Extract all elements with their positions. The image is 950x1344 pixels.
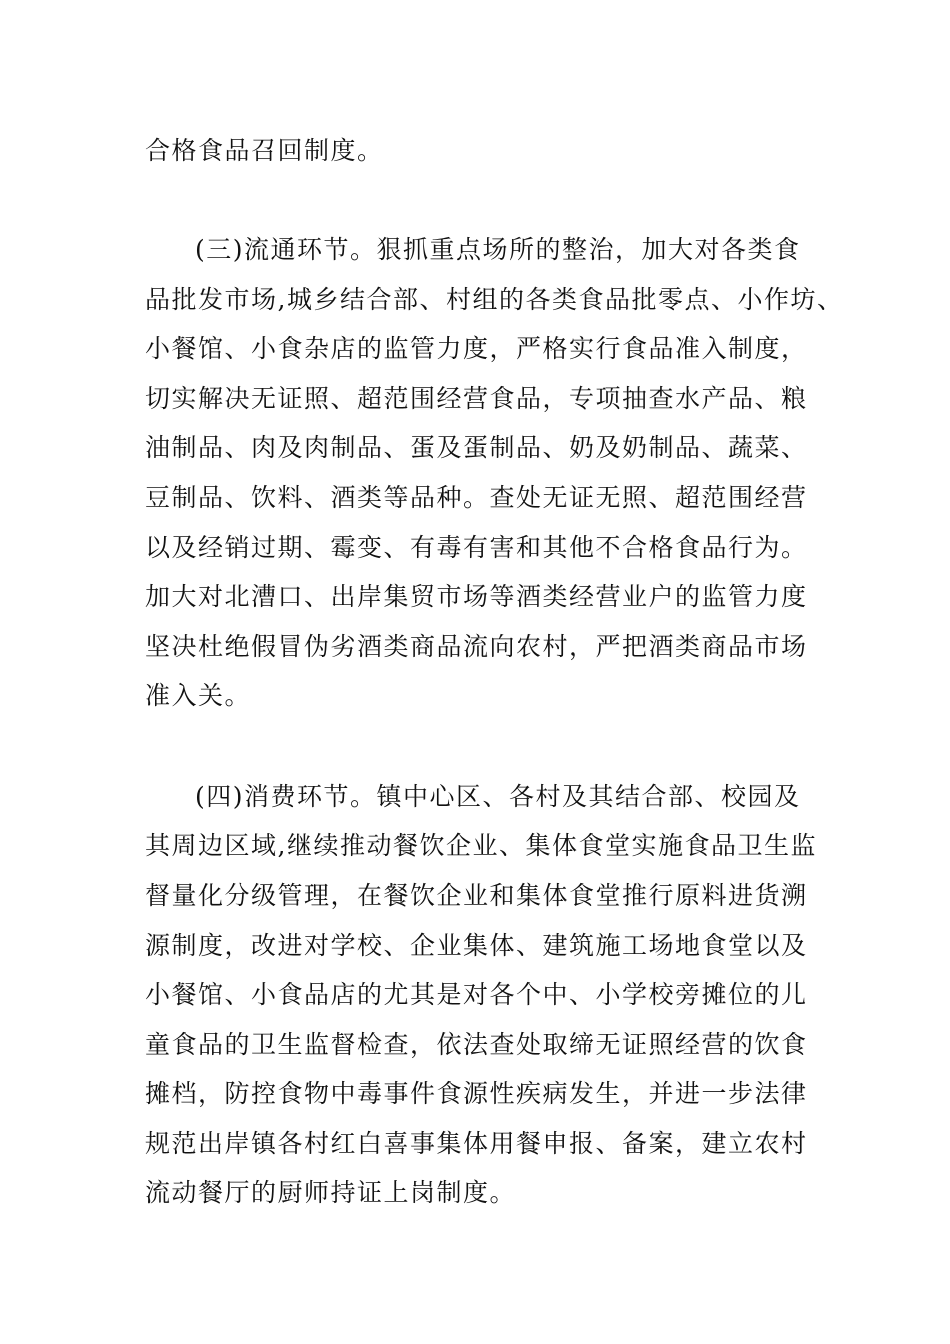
paragraph-3-line-2: 其周边区域,继续推动餐饮企业、集体食堂实施食品卫生监 [145,831,817,860]
paragraph-3-line-4: 源制度，改进对学校、企业集体、建筑施工场地食堂以及 [145,931,808,960]
paragraph-2-line-6: 豆制品、饮料、酒类等品种。查处无证无照、超范围经营 [145,483,808,512]
paragraph-1-line-1: 合格食品召回制度。 [145,136,384,165]
paragraph-2-line-1: (三)流通环节。狠抓重点场所的整治，加大对各类食 [195,235,801,264]
paragraph-2-line-8: 加大对北漕口、出岸集贸市场等酒类经营业户的监管力度 [145,582,808,611]
paragraph-3-line-1: (四)消费环节。镇中心区、各村及其结合部、校园及 [195,782,801,811]
paragraph-2-line-10: 准入关。 [145,681,252,710]
paragraph-3-line-3: 督量化分级管理，在餐饮企业和集体食堂推行原料进货溯 [145,881,808,910]
paragraph-2-line-3: 小餐馆、小食杂店的监管力度，严格实行食品准入制度， [145,334,808,363]
paragraph-2-line-7: 以及经销过期、霉变、有毒有害和其他不合格食品行为。 [145,533,808,562]
paragraph-2-line-4: 切实解决无证照、超范围经营食品，专项抽查水产品、粮 [145,384,808,413]
paragraph-2-line-2: 品批发市场,城乡结合部、村组的各类食品批零点、小作坊、 [145,285,844,314]
paragraph-3-line-9: 流动餐厅的厨师持证上岗制度。 [145,1178,517,1207]
paragraph-3-line-7: 摊档，防控食物中毒事件食源性疾病发生，并进一步法律 [145,1079,808,1108]
paragraph-2-line-5: 油制品、肉及肉制品、蛋及蛋制品、奶及奶制品、蔬菜、 [145,433,808,462]
paragraph-3-line-8: 规范出岸镇各村红白喜事集体用餐申报、备案，建立农村 [145,1129,808,1158]
paragraph-3-line-5: 小餐馆、小食品店的尤其是对各个中、小学校旁摊位的儿 [145,980,808,1009]
paragraph-3-line-6: 童食品的卫生监督检查，依法查处取缔无证照经营的饮食 [145,1030,808,1059]
paragraph-2-line-9: 坚决杜绝假冒伪劣酒类商品流向农村，严把酒类商品市场 [145,632,808,661]
